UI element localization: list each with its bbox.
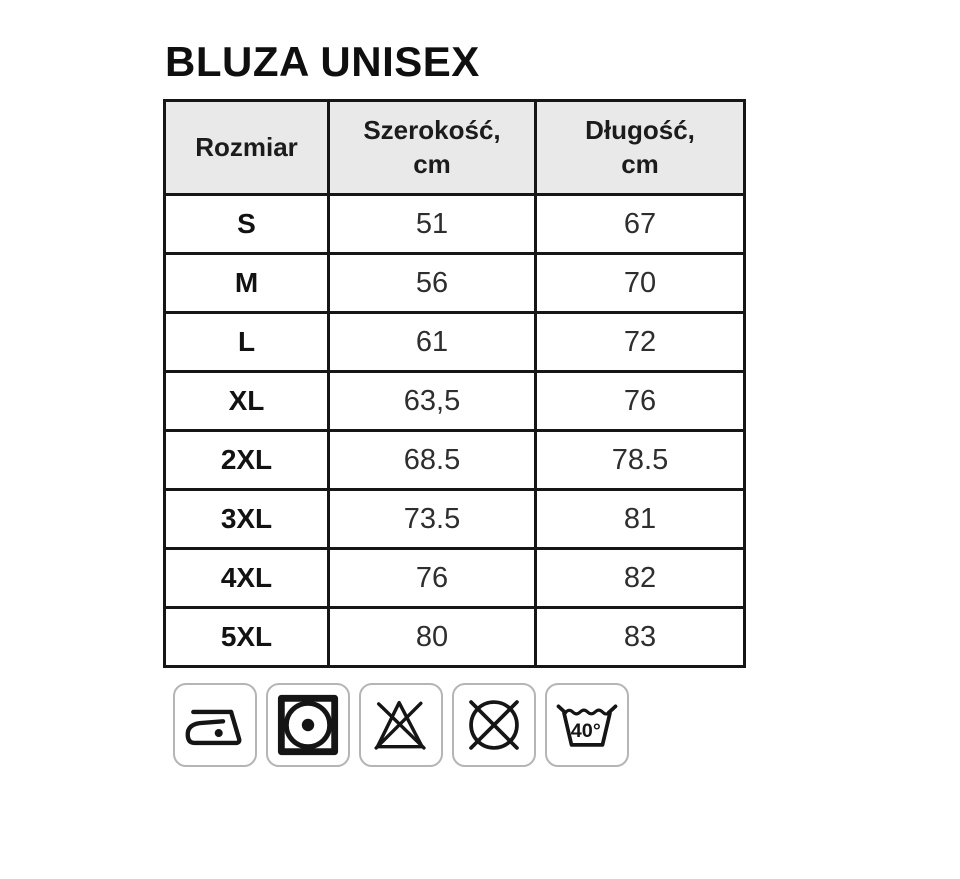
size-cell: 4XL: [165, 549, 329, 608]
iron-low-heat-icon: [184, 694, 246, 756]
do-not-dry-clean-icon: [463, 694, 525, 756]
table-row: [165, 549, 745, 608]
care-symbols-row: [173, 683, 960, 767]
size-cell: M: [165, 254, 329, 313]
width-value: 68.5: [329, 431, 536, 490]
length-value: 76: [536, 372, 745, 431]
table-row: [165, 195, 745, 254]
length-value: 78.5: [536, 431, 745, 490]
length-value: 81: [536, 490, 745, 549]
table-row: [165, 254, 745, 313]
size-cell: XL: [165, 372, 329, 431]
care-symbol-dry-clean: [452, 683, 536, 767]
care-symbol-wash: [545, 683, 629, 767]
table-row: [165, 313, 745, 372]
care-symbol-bleach: [359, 683, 443, 767]
width-value: 56: [329, 254, 536, 313]
column-header-width: [329, 101, 536, 195]
size-cell: 2XL: [165, 431, 329, 490]
care-symbol-iron: [173, 683, 257, 767]
width-value: 63,5: [329, 372, 536, 431]
wash-40-icon: [556, 694, 618, 756]
header-row: [165, 101, 745, 195]
size-cell: L: [165, 313, 329, 372]
length-value: 70: [536, 254, 745, 313]
page-title: BLUZA UNISEX: [165, 38, 480, 85]
width-value: 61: [329, 313, 536, 372]
column-header-line1: Długość,: [585, 115, 695, 145]
width-value: 73.5: [329, 490, 536, 549]
width-value: 76: [329, 549, 536, 608]
column-header-line1: Szerokość,: [363, 115, 501, 145]
column-header-size: [165, 101, 329, 195]
table-row: [165, 372, 745, 431]
table-row: [165, 490, 745, 549]
column-header-line2: cm: [413, 148, 451, 179]
care-symbol-tumble-dry: [266, 683, 350, 767]
length-value: 82: [536, 549, 745, 608]
size-chart-table: [163, 99, 746, 668]
size-cell: 3XL: [165, 490, 329, 549]
table-row: [165, 608, 745, 667]
width-value: 51: [329, 195, 536, 254]
column-header-length: [536, 101, 745, 195]
size-cell: S: [165, 195, 329, 254]
length-value: 83: [536, 608, 745, 667]
size-cell: 5XL: [165, 608, 329, 667]
do-not-bleach-icon: [370, 694, 432, 756]
length-value: 67: [536, 195, 745, 254]
wash-temperature-label: 40°: [570, 720, 601, 743]
table-row: [165, 431, 745, 490]
length-value: 72: [536, 313, 745, 372]
tumble-dry-low-icon: [277, 694, 339, 756]
column-header-line1: Rozmiar: [195, 131, 298, 162]
column-header-line2: cm: [621, 148, 659, 179]
width-value: 80: [329, 608, 536, 667]
